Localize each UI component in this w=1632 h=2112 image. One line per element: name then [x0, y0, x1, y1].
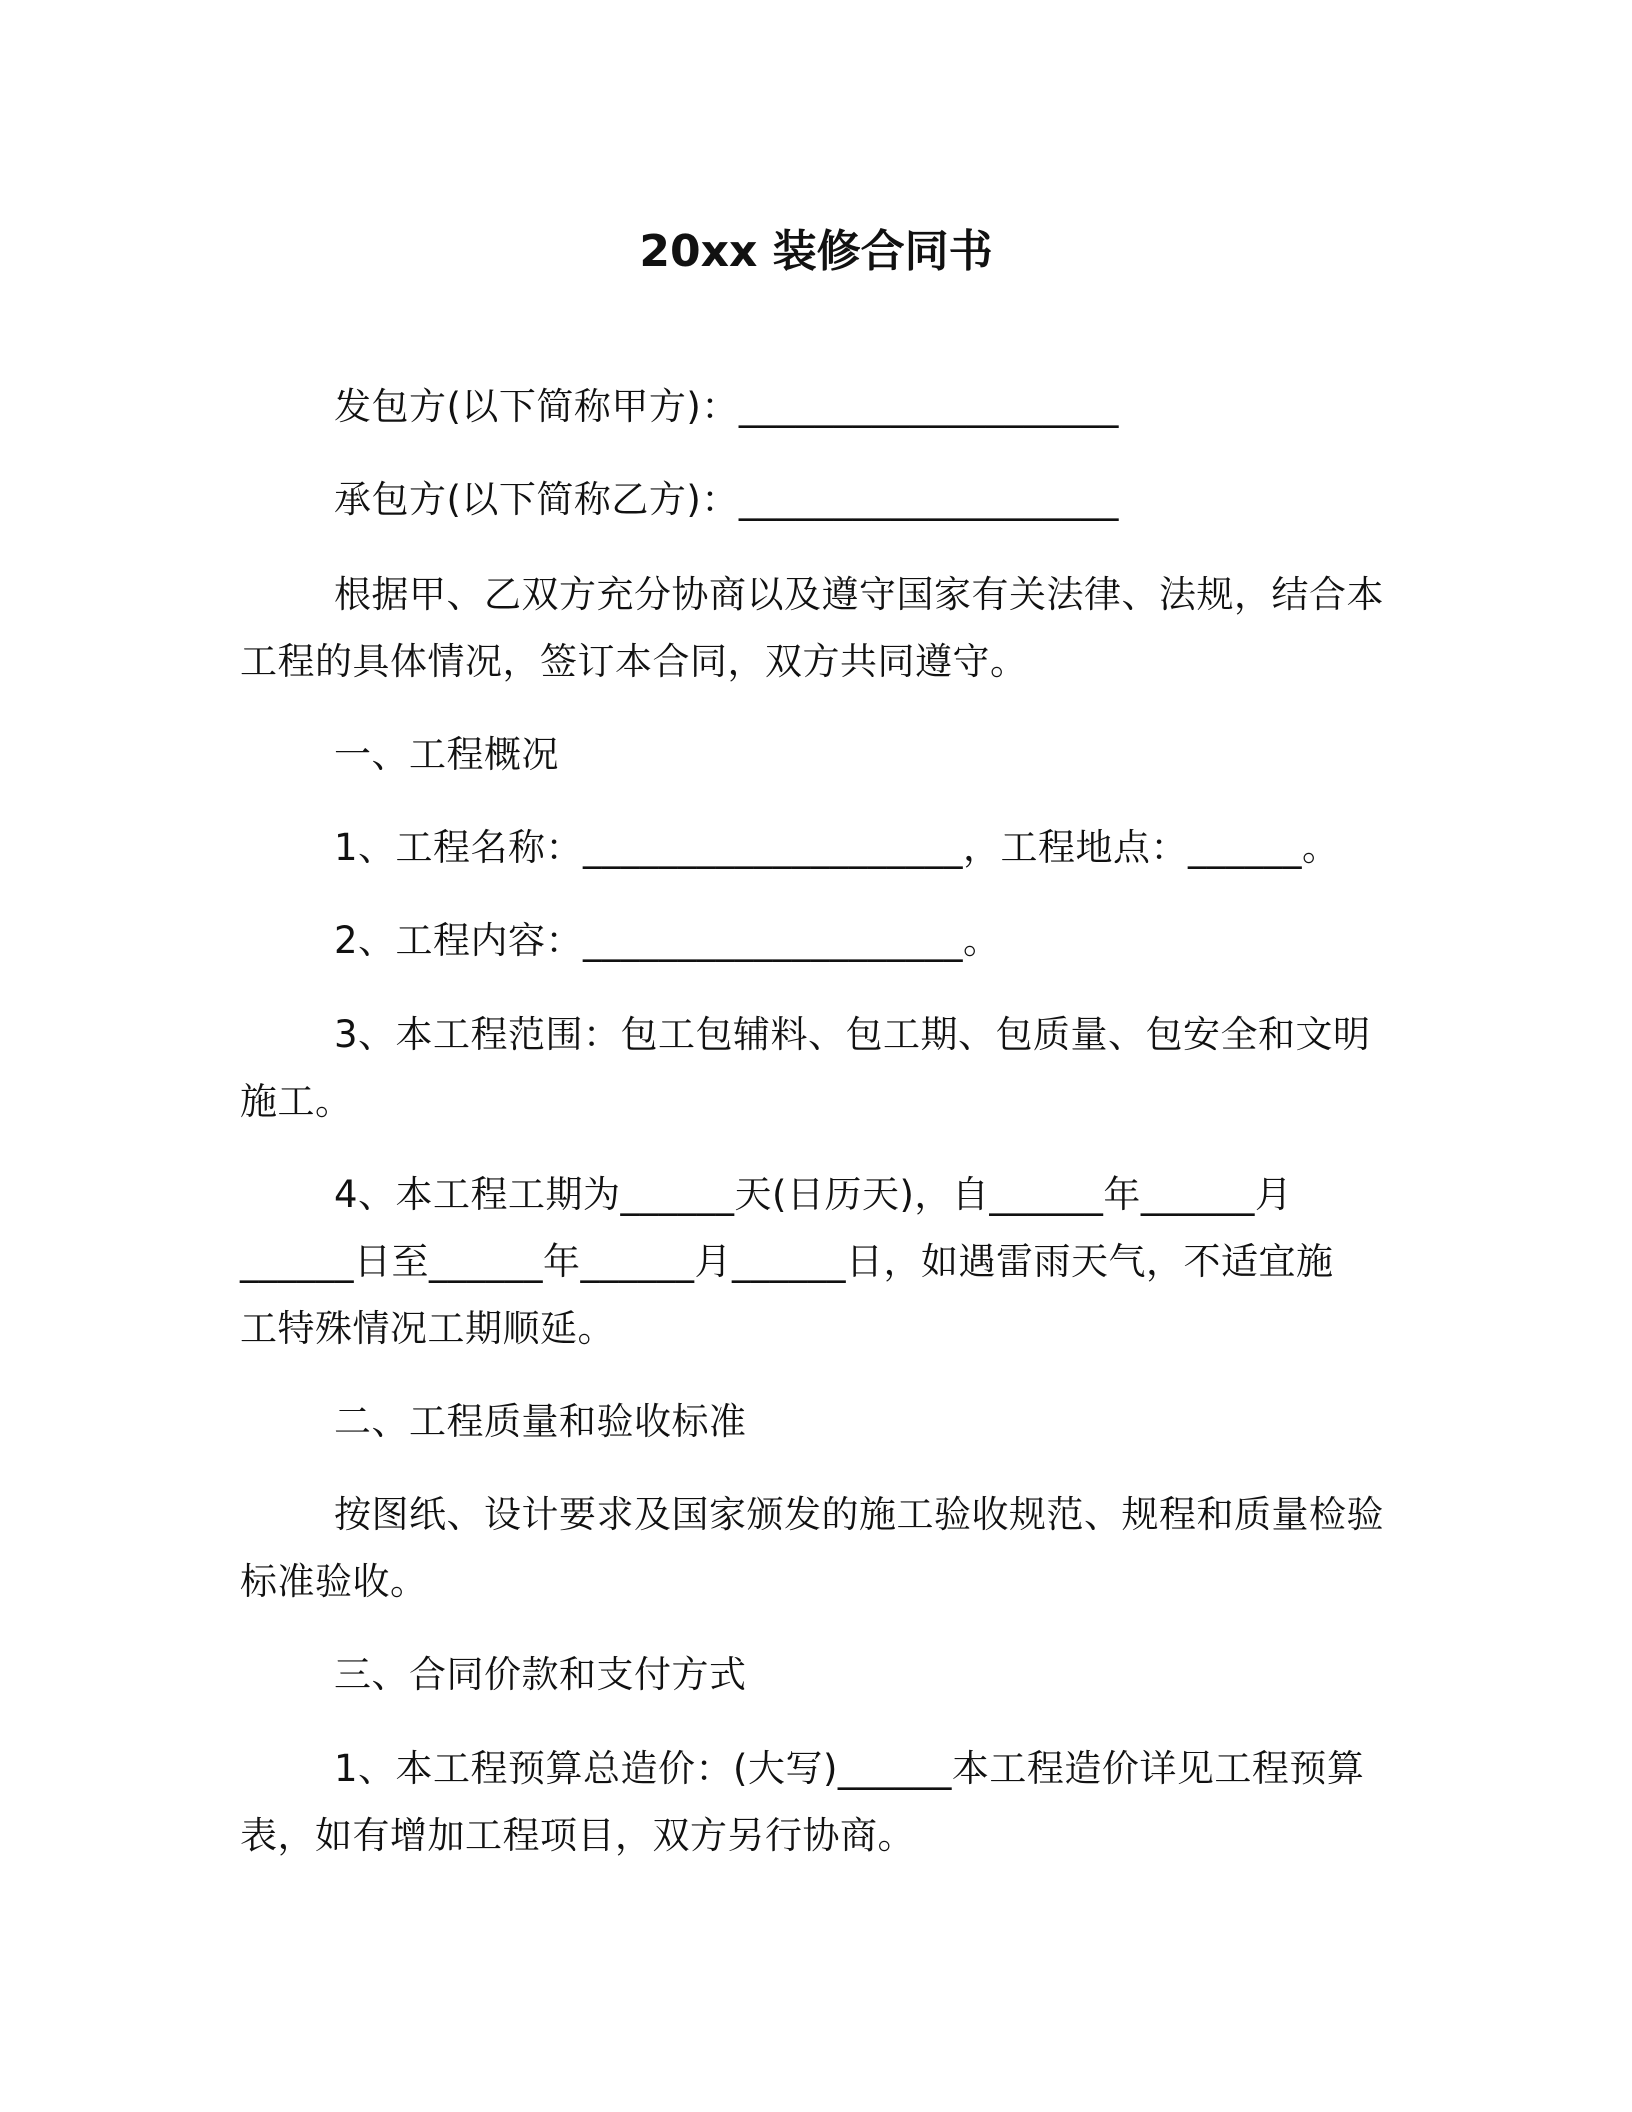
clause-1-4-line-2: ______日至______年______月______日，如遇雷雨天气，不适宜施 — [240, 1240, 1334, 1283]
clause-2-line-1: 按图纸、设计要求及国家颁发的施工验收规范、规程和质量检验 — [334, 1493, 1384, 1536]
clause-1-4-line-1: 4、本工程工期为______天(日历天)，自______年______月 — [334, 1173, 1293, 1216]
clause-1-3-line-2: 施工。 — [240, 1080, 353, 1123]
clause-3-1-line-2: 表，如有增加工程项目，双方另行协商。 — [240, 1814, 915, 1857]
preamble-line-1: 根据甲、乙双方充分协商以及遵守国家有关法律、法规，结合本 — [334, 573, 1384, 616]
party-b-line: 承包方(以下简称乙方)：____________________ — [334, 478, 1119, 521]
clause-1-3-line-1: 3、本工程范围：包工包辅料、包工期、包质量、包安全和文明 — [334, 1013, 1371, 1056]
clause-3-1-line-1: 1、本工程预算总造价：(大写)______本工程造价详见工程预算 — [334, 1747, 1365, 1790]
clause-1-1: 1、工程名称：____________________，工程地点：______。 — [334, 826, 1340, 869]
section-1-heading: 一、工程概况 — [334, 733, 559, 776]
clause-2-line-2: 标准验收。 — [240, 1560, 428, 1603]
page-title: 20xx 装修合同书 — [639, 226, 993, 277]
section-2-heading: 二、工程质量和验收标准 — [334, 1400, 747, 1443]
clause-1-4-line-3: 工特殊情况工期顺延。 — [240, 1307, 615, 1350]
clause-1-2: 2、工程内容：____________________。 — [334, 919, 1001, 962]
preamble-line-2: 工程的具体情况，签订本合同，双方共同遵守。 — [240, 640, 1028, 683]
party-a-line: 发包方(以下简称甲方)：____________________ — [334, 385, 1119, 428]
section-3-heading: 三、合同价款和支付方式 — [334, 1653, 747, 1696]
